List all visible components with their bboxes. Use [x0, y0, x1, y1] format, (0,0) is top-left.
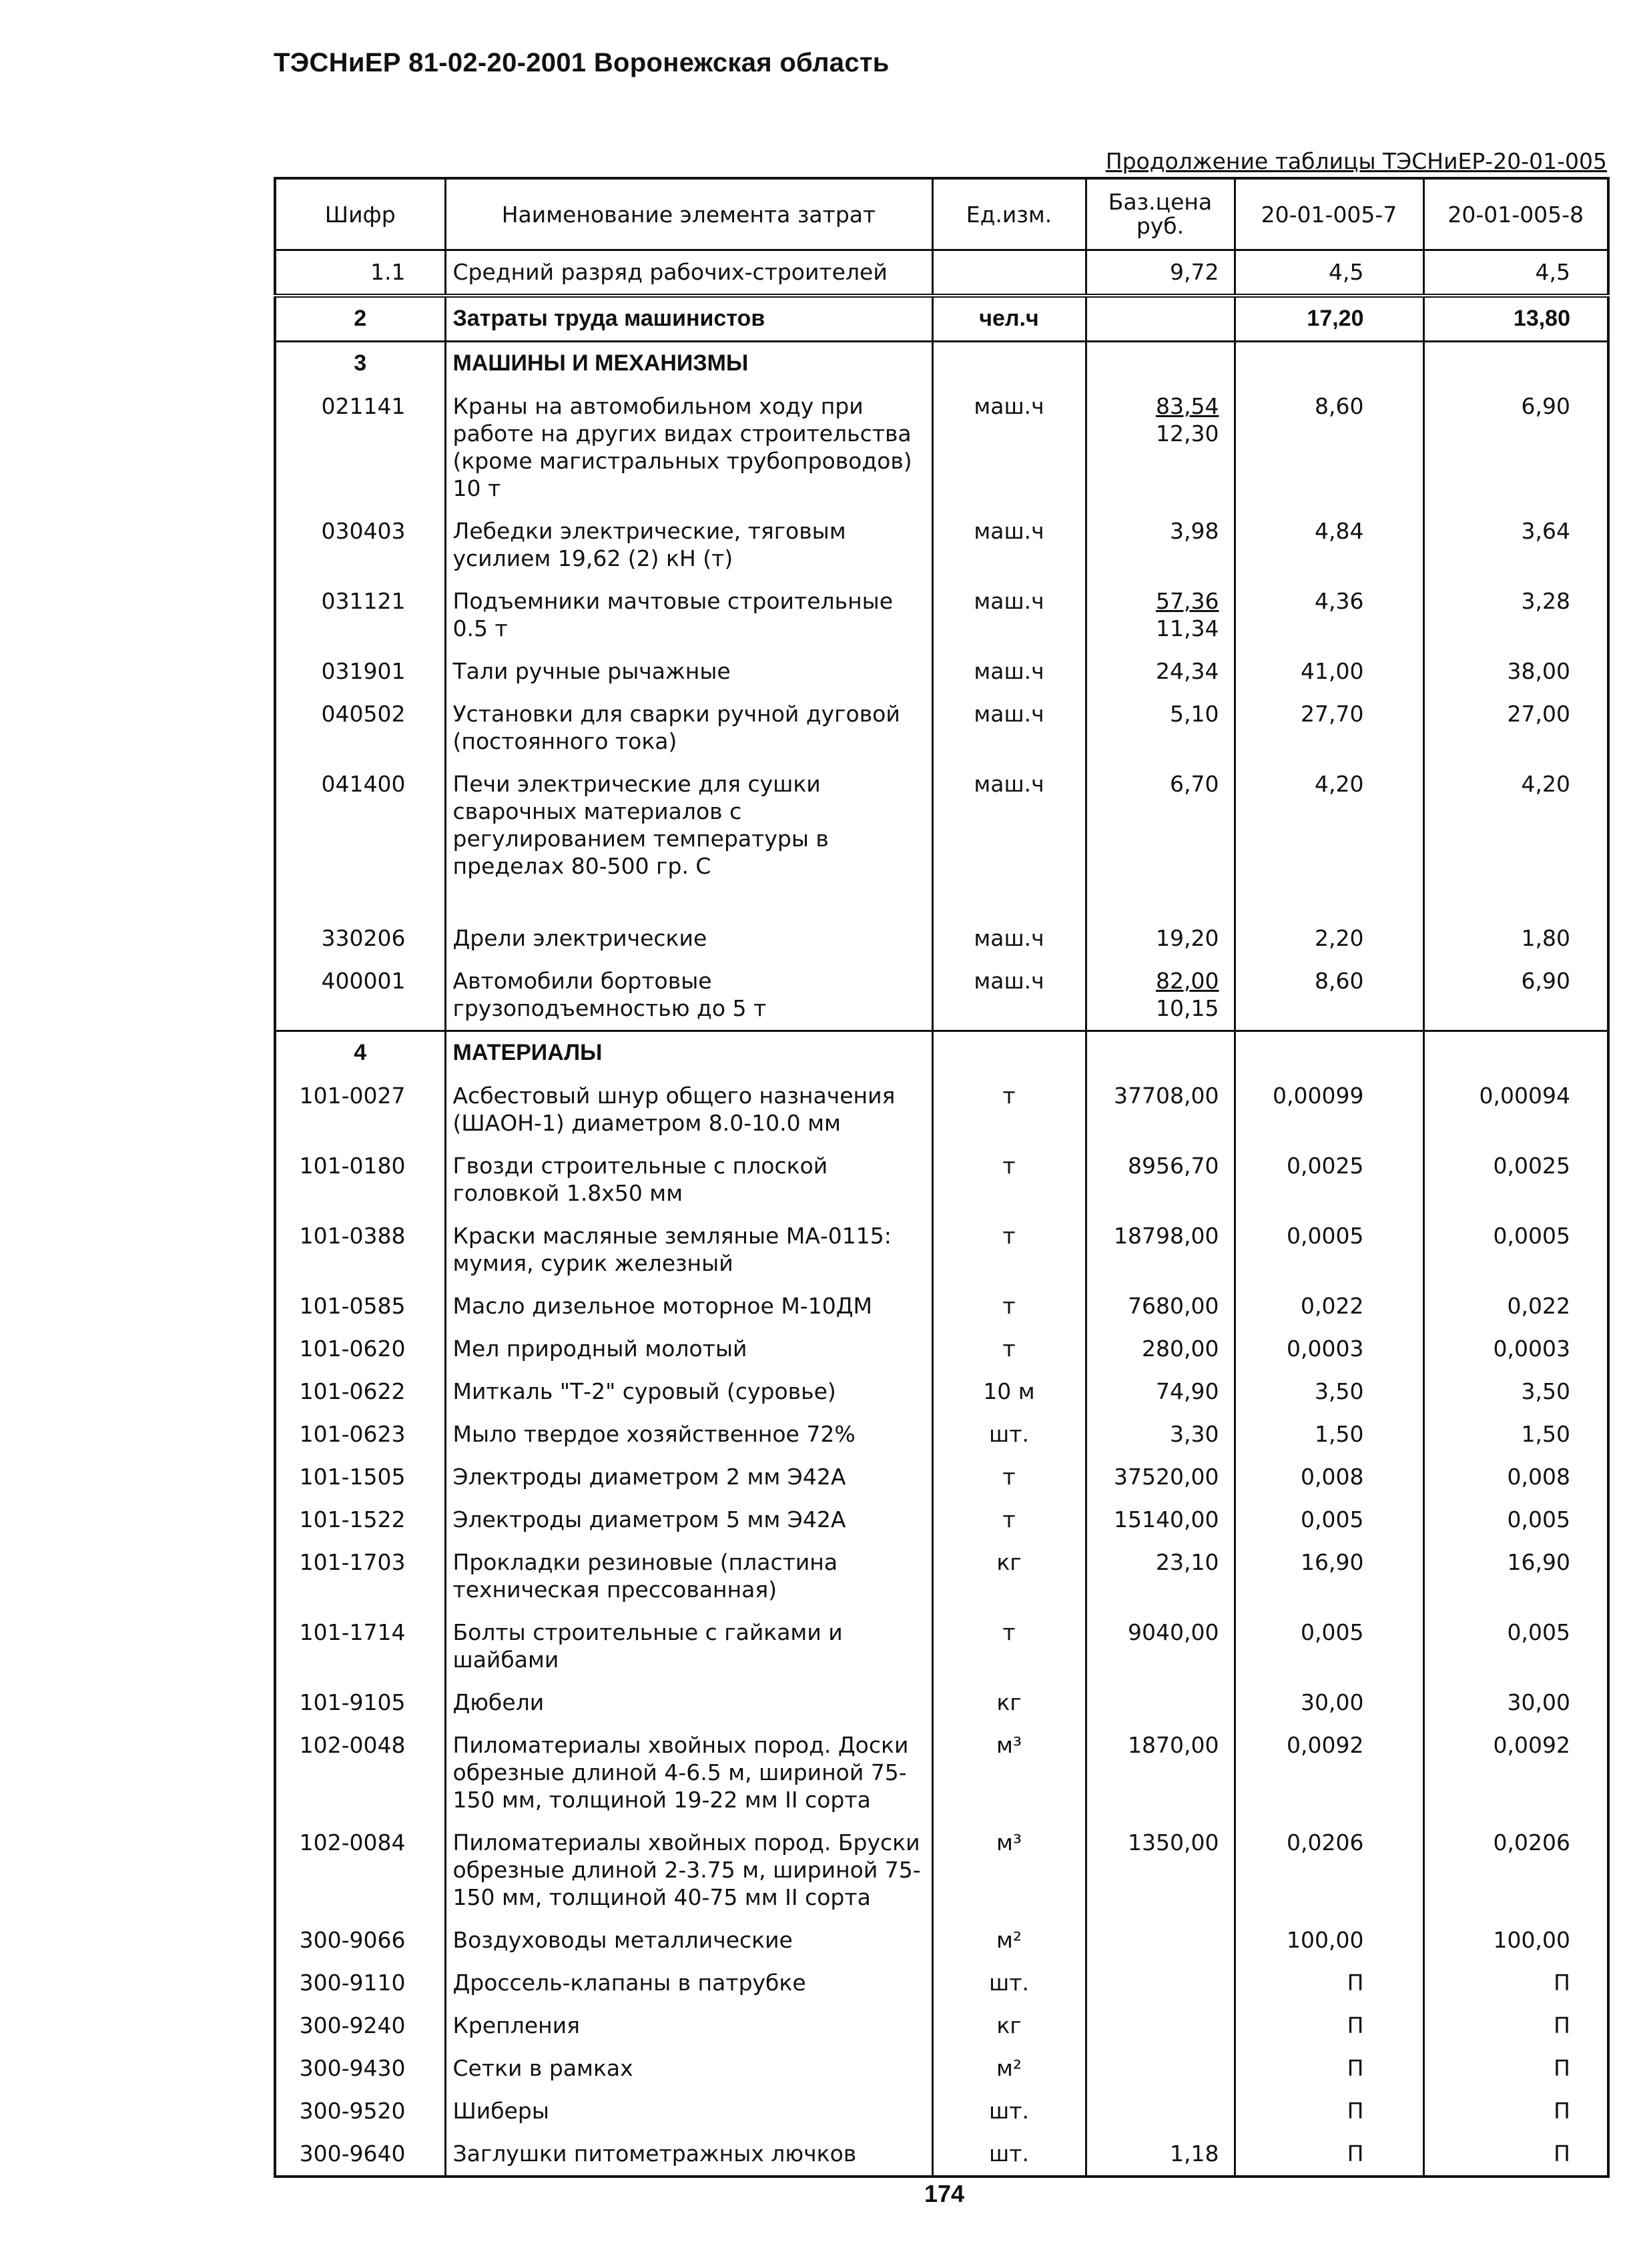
cell-price: 9040,00 [1086, 1611, 1235, 1681]
cell-unit: чел.ч [932, 296, 1086, 342]
cell-name: Гвозди строительные с плоской головкой 1.8х50 мм [445, 1145, 932, 1215]
cell-v1: П [1235, 2004, 1423, 2047]
cell-unit: т [932, 1145, 1086, 1215]
cell-name: Затраты труда машинистов [445, 296, 932, 342]
cell-v2: 16,90 [1423, 1541, 1608, 1611]
cell-v1: 0,0206 [1235, 1821, 1423, 1919]
cell-unit: маш.ч [932, 650, 1086, 693]
price-estimated: 57,36 [1156, 588, 1219, 614]
cell-v1: 41,00 [1235, 650, 1423, 693]
cell-price [1086, 580, 1235, 650]
cell-name: Установки для сварки ручной дуговой (постоянного тока) [445, 693, 932, 763]
cell-name: Пиломатериалы хвойных пород. Доски обрезные длиной 4-6.5 м, шириной 75-150 мм, толщиной 19-22 мм II сорта [445, 1724, 932, 1821]
cell-v1: 27,70 [1235, 693, 1423, 763]
table-row [275, 1145, 1608, 1215]
cell-code: 102-0048 [275, 1724, 445, 1821]
header-name: Наименование элемента затрат [445, 178, 932, 250]
cell-name: Шиберы [445, 2090, 932, 2133]
cell-code: 101-1522 [275, 1498, 445, 1541]
cell-v2: П [1423, 2047, 1608, 2090]
document-title: ТЭСНиЕР 81-02-20-2001 Воронежская область [274, 48, 890, 77]
cell-v2: 3,64 [1423, 510, 1608, 580]
cell-code: 300-9520 [275, 2090, 445, 2133]
cell-unit: маш.ч [932, 693, 1086, 763]
cell-v1: 30,00 [1235, 1681, 1423, 1724]
cell-name: Дрели электрические [445, 917, 932, 960]
section-row [275, 342, 1608, 386]
cell-v2: 0,022 [1423, 1285, 1608, 1328]
table-row [275, 1328, 1608, 1370]
cell-v1: П [1235, 1962, 1423, 2004]
cell-price: 6,70 [1086, 763, 1235, 917]
cell-code: 030403 [275, 510, 445, 580]
table-row [275, 2090, 1608, 2133]
table-continuation-caption: Продолжение таблицы ТЭСНиЕР-20-01-005 [1105, 148, 1607, 174]
cell-unit: кг [932, 2004, 1086, 2047]
cell-v1: 17,20 [1235, 296, 1423, 342]
cell-v1: 8,60 [1235, 960, 1423, 1031]
cell-code: 300-9240 [275, 2004, 445, 2047]
cell-price: 3,30 [1086, 1413, 1235, 1456]
cell-v2: 6,90 [1423, 385, 1608, 510]
cell-name: Масло дизельное моторное М-10ДМ [445, 1285, 932, 1328]
cell-unit: м³ [932, 1821, 1086, 1919]
cell-name: Дюбели [445, 1681, 932, 1724]
table-row [275, 2133, 1608, 2177]
table-row [275, 250, 1608, 296]
cell-name: Краски масляные земляные МА-0115: мумия, сурик железный [445, 1215, 932, 1285]
cell-name: Болты строительные с гайками и шайбами [445, 1611, 932, 1681]
header-unit: Ед.изм. [932, 178, 1086, 250]
cell-code: 400001 [275, 960, 445, 1031]
cell-unit: т [932, 1285, 1086, 1328]
cell-price: 7680,00 [1086, 1285, 1235, 1328]
table-row [275, 1498, 1608, 1541]
cell-code: 101-1714 [275, 1611, 445, 1681]
cell-v2: П [1423, 1962, 1608, 2004]
cell-name: МАТЕРИАЛЫ [445, 1031, 932, 1075]
cell-unit: 10 м [932, 1370, 1086, 1413]
cell-unit: т [932, 1075, 1086, 1145]
cell-price: 37708,00 [1086, 1075, 1235, 1145]
cell-unit: т [932, 1498, 1086, 1541]
cell-unit: т [932, 1611, 1086, 1681]
cell-code: 300-9640 [275, 2133, 445, 2177]
table-row [275, 510, 1608, 580]
cell-v2 [1423, 1031, 1608, 1075]
cell-price [1086, 385, 1235, 510]
cell-price: 23,10 [1086, 1541, 1235, 1611]
cell-v2: 100,00 [1423, 1919, 1608, 1962]
cell-code: 330206 [275, 917, 445, 960]
table-row [275, 2047, 1608, 2090]
cell-v2: 0,0025 [1423, 1145, 1608, 1215]
cell-name: Печи электрические для сушки сварочных материалов с регулированием температуры в пределах 80-500 гр. С [445, 763, 932, 917]
cell-unit: шт. [932, 2133, 1086, 2177]
cell-name: Средний разряд рабочих-строителей [445, 250, 932, 296]
table-row [275, 385, 1608, 510]
cell-code: 021141 [275, 385, 445, 510]
cell-price [1086, 2004, 1235, 2047]
cell-code: 101-1505 [275, 1456, 445, 1498]
cell-price: 280,00 [1086, 1328, 1235, 1370]
cell-v1 [1235, 342, 1423, 386]
cell-unit: кг [932, 1541, 1086, 1611]
cell-v1: П [1235, 2047, 1423, 2090]
cell-price: 8956,70 [1086, 1145, 1235, 1215]
cell-name: Электроды диаметром 5 мм Э42А [445, 1498, 932, 1541]
cell-name: Пиломатериалы хвойных пород. Бруски обрезные длиной 2-3.75 м, шириной 75-150 мм, толщиной 40-75 мм II сорта [445, 1821, 932, 1919]
cell-name: Прокладки резиновые (пластина техническая прессованная) [445, 1541, 932, 1611]
header-row [275, 178, 1608, 250]
cell-v1: 4,5 [1235, 250, 1423, 296]
cell-v2: 0,008 [1423, 1456, 1608, 1498]
cell-name: Сетки в рамках [445, 2047, 932, 2090]
cell-v2: 3,28 [1423, 580, 1608, 650]
cell-v1: 100,00 [1235, 1919, 1423, 1962]
cell-code: 041400 [275, 763, 445, 917]
cell-v2: 1,50 [1423, 1413, 1608, 1456]
cell-v2: 0,00094 [1423, 1075, 1608, 1145]
cell-v2: 30,00 [1423, 1681, 1608, 1724]
norms-table [274, 177, 1610, 2178]
cell-v1: 0,0092 [1235, 1724, 1423, 1821]
cell-name: Мел природный молотый [445, 1328, 932, 1370]
cell-name: Тали ручные рычажные [445, 650, 932, 693]
cell-code: 3 [275, 342, 445, 386]
cell-price: 9,72 [1086, 250, 1235, 296]
cell-unit: маш.ч [932, 385, 1086, 510]
price-estimated: 83,54 [1156, 393, 1219, 419]
cell-unit: маш.ч [932, 763, 1086, 917]
table-row [275, 960, 1608, 1031]
cell-code: 2 [275, 296, 445, 342]
cell-v2: 1,80 [1423, 917, 1608, 960]
section-row [275, 1031, 1608, 1075]
cell-v2: П [1423, 2133, 1608, 2177]
cell-name: Воздуховоды металлические [445, 1919, 932, 1962]
cell-v1: 0,0005 [1235, 1215, 1423, 1285]
cell-code: 101-0620 [275, 1328, 445, 1370]
cell-name: Миткаль "Т-2" суровый (суровье) [445, 1370, 932, 1413]
cell-unit: маш.ч [932, 960, 1086, 1031]
cell-v1 [1235, 1031, 1423, 1075]
table-row [275, 1370, 1608, 1413]
cell-price: 15140,00 [1086, 1498, 1235, 1541]
cell-code: 300-9110 [275, 1962, 445, 2004]
cell-name: Электроды диаметром 2 мм Э42А [445, 1456, 932, 1498]
table-row [275, 1541, 1608, 1611]
table-row [275, 917, 1608, 960]
cell-v1: 0,008 [1235, 1456, 1423, 1498]
cell-v2: 4,20 [1423, 763, 1608, 917]
cell-unit: маш.ч [932, 917, 1086, 960]
cell-unit: маш.ч [932, 510, 1086, 580]
cell-v2: 0,0005 [1423, 1215, 1608, 1285]
cell-price: 18798,00 [1086, 1215, 1235, 1285]
table-row [275, 650, 1608, 693]
cell-unit [932, 250, 1086, 296]
cell-code: 031121 [275, 580, 445, 650]
cell-name: Мыло твердое хозяйственное 72% [445, 1413, 932, 1456]
cell-name: Лебедки электрические, тяговым усилием 19,62 (2) кН (т) [445, 510, 932, 580]
page-number: 174 [924, 2180, 965, 2207]
cell-v2: 4,5 [1423, 250, 1608, 296]
price-wage-component: 10,15 [1156, 995, 1219, 1021]
cell-v2: П [1423, 2004, 1608, 2047]
cell-unit: м² [932, 2047, 1086, 2090]
cell-unit: т [932, 1456, 1086, 1498]
cell-price: 19,20 [1086, 917, 1235, 960]
cell-price [1086, 2090, 1235, 2133]
cell-code: 101-0623 [275, 1413, 445, 1456]
table-row [275, 580, 1608, 650]
table-row [275, 763, 1608, 917]
cell-v2: 6,90 [1423, 960, 1608, 1031]
header-v2: 20-01-005-8 [1423, 178, 1608, 250]
cell-unit: м² [932, 1919, 1086, 1962]
cell-v1: 3,50 [1235, 1370, 1423, 1413]
cell-unit: шт. [932, 1413, 1086, 1456]
cell-unit: т [932, 1215, 1086, 1285]
table-row [275, 693, 1608, 763]
cell-name: МАШИНЫ И МЕХАНИЗМЫ [445, 342, 932, 386]
cell-unit: кг [932, 1681, 1086, 1724]
cell-v1: П [1235, 2133, 1423, 2177]
cell-v1: 8,60 [1235, 385, 1423, 510]
cell-v2: 0,0206 [1423, 1821, 1608, 1919]
cell-v1: 0,0025 [1235, 1145, 1423, 1215]
cell-price: 3,98 [1086, 510, 1235, 580]
table-row [275, 1215, 1608, 1285]
header-v1: 20-01-005-7 [1235, 178, 1423, 250]
cell-code: 101-0585 [275, 1285, 445, 1328]
table-row [275, 1285, 1608, 1328]
cell-unit: шт. [932, 2090, 1086, 2133]
cell-v1: 0,0003 [1235, 1328, 1423, 1370]
cell-code: 101-0622 [275, 1370, 445, 1413]
table-body [275, 250, 1608, 2177]
section-row [275, 296, 1608, 342]
cell-code: 031901 [275, 650, 445, 693]
cell-code: 101-1703 [275, 1541, 445, 1611]
cell-name: Автомобили бортовые грузоподъемностью до 5 т [445, 960, 932, 1031]
cell-v1: 4,84 [1235, 510, 1423, 580]
cell-name: Крепления [445, 2004, 932, 2047]
cell-name: Заглушки питометражных лючков [445, 2133, 932, 2177]
table-row [275, 1075, 1608, 1145]
cell-code: 040502 [275, 693, 445, 763]
cell-v1: 0,005 [1235, 1611, 1423, 1681]
table-row [275, 2004, 1608, 2047]
cell-price: 1,18 [1086, 2133, 1235, 2177]
table-header [275, 178, 1608, 250]
cell-code: 101-9105 [275, 1681, 445, 1724]
cell-price [1086, 2047, 1235, 2090]
cell-v2: П [1423, 2090, 1608, 2133]
cell-v1: 2,20 [1235, 917, 1423, 960]
cell-v2: 0,0092 [1423, 1724, 1608, 1821]
cell-price: 1350,00 [1086, 1821, 1235, 1919]
cell-name: Дроссель-клапаны в патрубке [445, 1962, 932, 2004]
price-estimated: 82,00 [1156, 968, 1219, 994]
cell-code: 300-9430 [275, 2047, 445, 2090]
table-row [275, 1962, 1608, 2004]
cell-code: 300-9066 [275, 1919, 445, 1962]
cell-v2: 0,005 [1423, 1498, 1608, 1541]
cell-v2: 13,80 [1423, 296, 1608, 342]
cell-unit: м³ [932, 1724, 1086, 1821]
cell-v2: 0,0003 [1423, 1328, 1608, 1370]
cell-v2: 27,00 [1423, 693, 1608, 763]
price-wage-component: 12,30 [1156, 420, 1219, 447]
table-row [275, 1821, 1608, 1919]
cell-price: 37520,00 [1086, 1456, 1235, 1498]
cell-name: Краны на автомобильном ходу при работе на других видах строительства (кроме магистральных трубопроводов) 10 т [445, 385, 932, 510]
cell-code: 102-0084 [275, 1821, 445, 1919]
cell-price [1086, 1681, 1235, 1724]
cell-price: 5,10 [1086, 693, 1235, 763]
table-row [275, 1681, 1608, 1724]
cell-v1: 4,36 [1235, 580, 1423, 650]
cell-price: 74,90 [1086, 1370, 1235, 1413]
cell-price: 24,34 [1086, 650, 1235, 693]
cell-v1: 1,50 [1235, 1413, 1423, 1456]
cell-unit: шт. [932, 1962, 1086, 2004]
cell-v1: 16,90 [1235, 1541, 1423, 1611]
cell-v1: 0,005 [1235, 1498, 1423, 1541]
cell-v2: 3,50 [1423, 1370, 1608, 1413]
cell-v2: 38,00 [1423, 650, 1608, 693]
cell-code: 101-0388 [275, 1215, 445, 1285]
cell-price [1086, 1031, 1235, 1075]
cell-unit: маш.ч [932, 580, 1086, 650]
cell-v2: 0,005 [1423, 1611, 1608, 1681]
cell-code: 101-0027 [275, 1075, 445, 1145]
cell-price [1086, 296, 1235, 342]
cell-price [1086, 1919, 1235, 1962]
table-row [275, 1919, 1608, 1962]
cell-unit [932, 1031, 1086, 1075]
cell-price: 1870,00 [1086, 1724, 1235, 1821]
cell-v1: 0,022 [1235, 1285, 1423, 1328]
table-row [275, 1413, 1608, 1456]
header-price: Баз.цена руб. [1086, 178, 1235, 250]
price-wage-component: 11,34 [1156, 615, 1219, 641]
table-row [275, 1724, 1608, 1821]
cell-price [1086, 960, 1235, 1031]
cell-price [1086, 1962, 1235, 2004]
cell-v1: 4,20 [1235, 763, 1423, 917]
cell-code: 101-0180 [275, 1145, 445, 1215]
cell-price [1086, 342, 1235, 386]
cell-v1: 0,00099 [1235, 1075, 1423, 1145]
header-code: Шифр [275, 178, 445, 250]
cell-code: 4 [275, 1031, 445, 1075]
table-row [275, 1611, 1608, 1681]
cell-name: Подъемники мачтовые строительные 0.5 т [445, 580, 932, 650]
cell-code: 1.1 [275, 250, 445, 296]
cell-unit: т [932, 1328, 1086, 1370]
cell-name: Асбестовый шнур общего назначения (ШАОН-1) диаметром 8.0-10.0 мм [445, 1075, 932, 1145]
cell-v1: П [1235, 2090, 1423, 2133]
cell-unit [932, 342, 1086, 386]
table-row [275, 1456, 1608, 1498]
cell-v2 [1423, 342, 1608, 386]
